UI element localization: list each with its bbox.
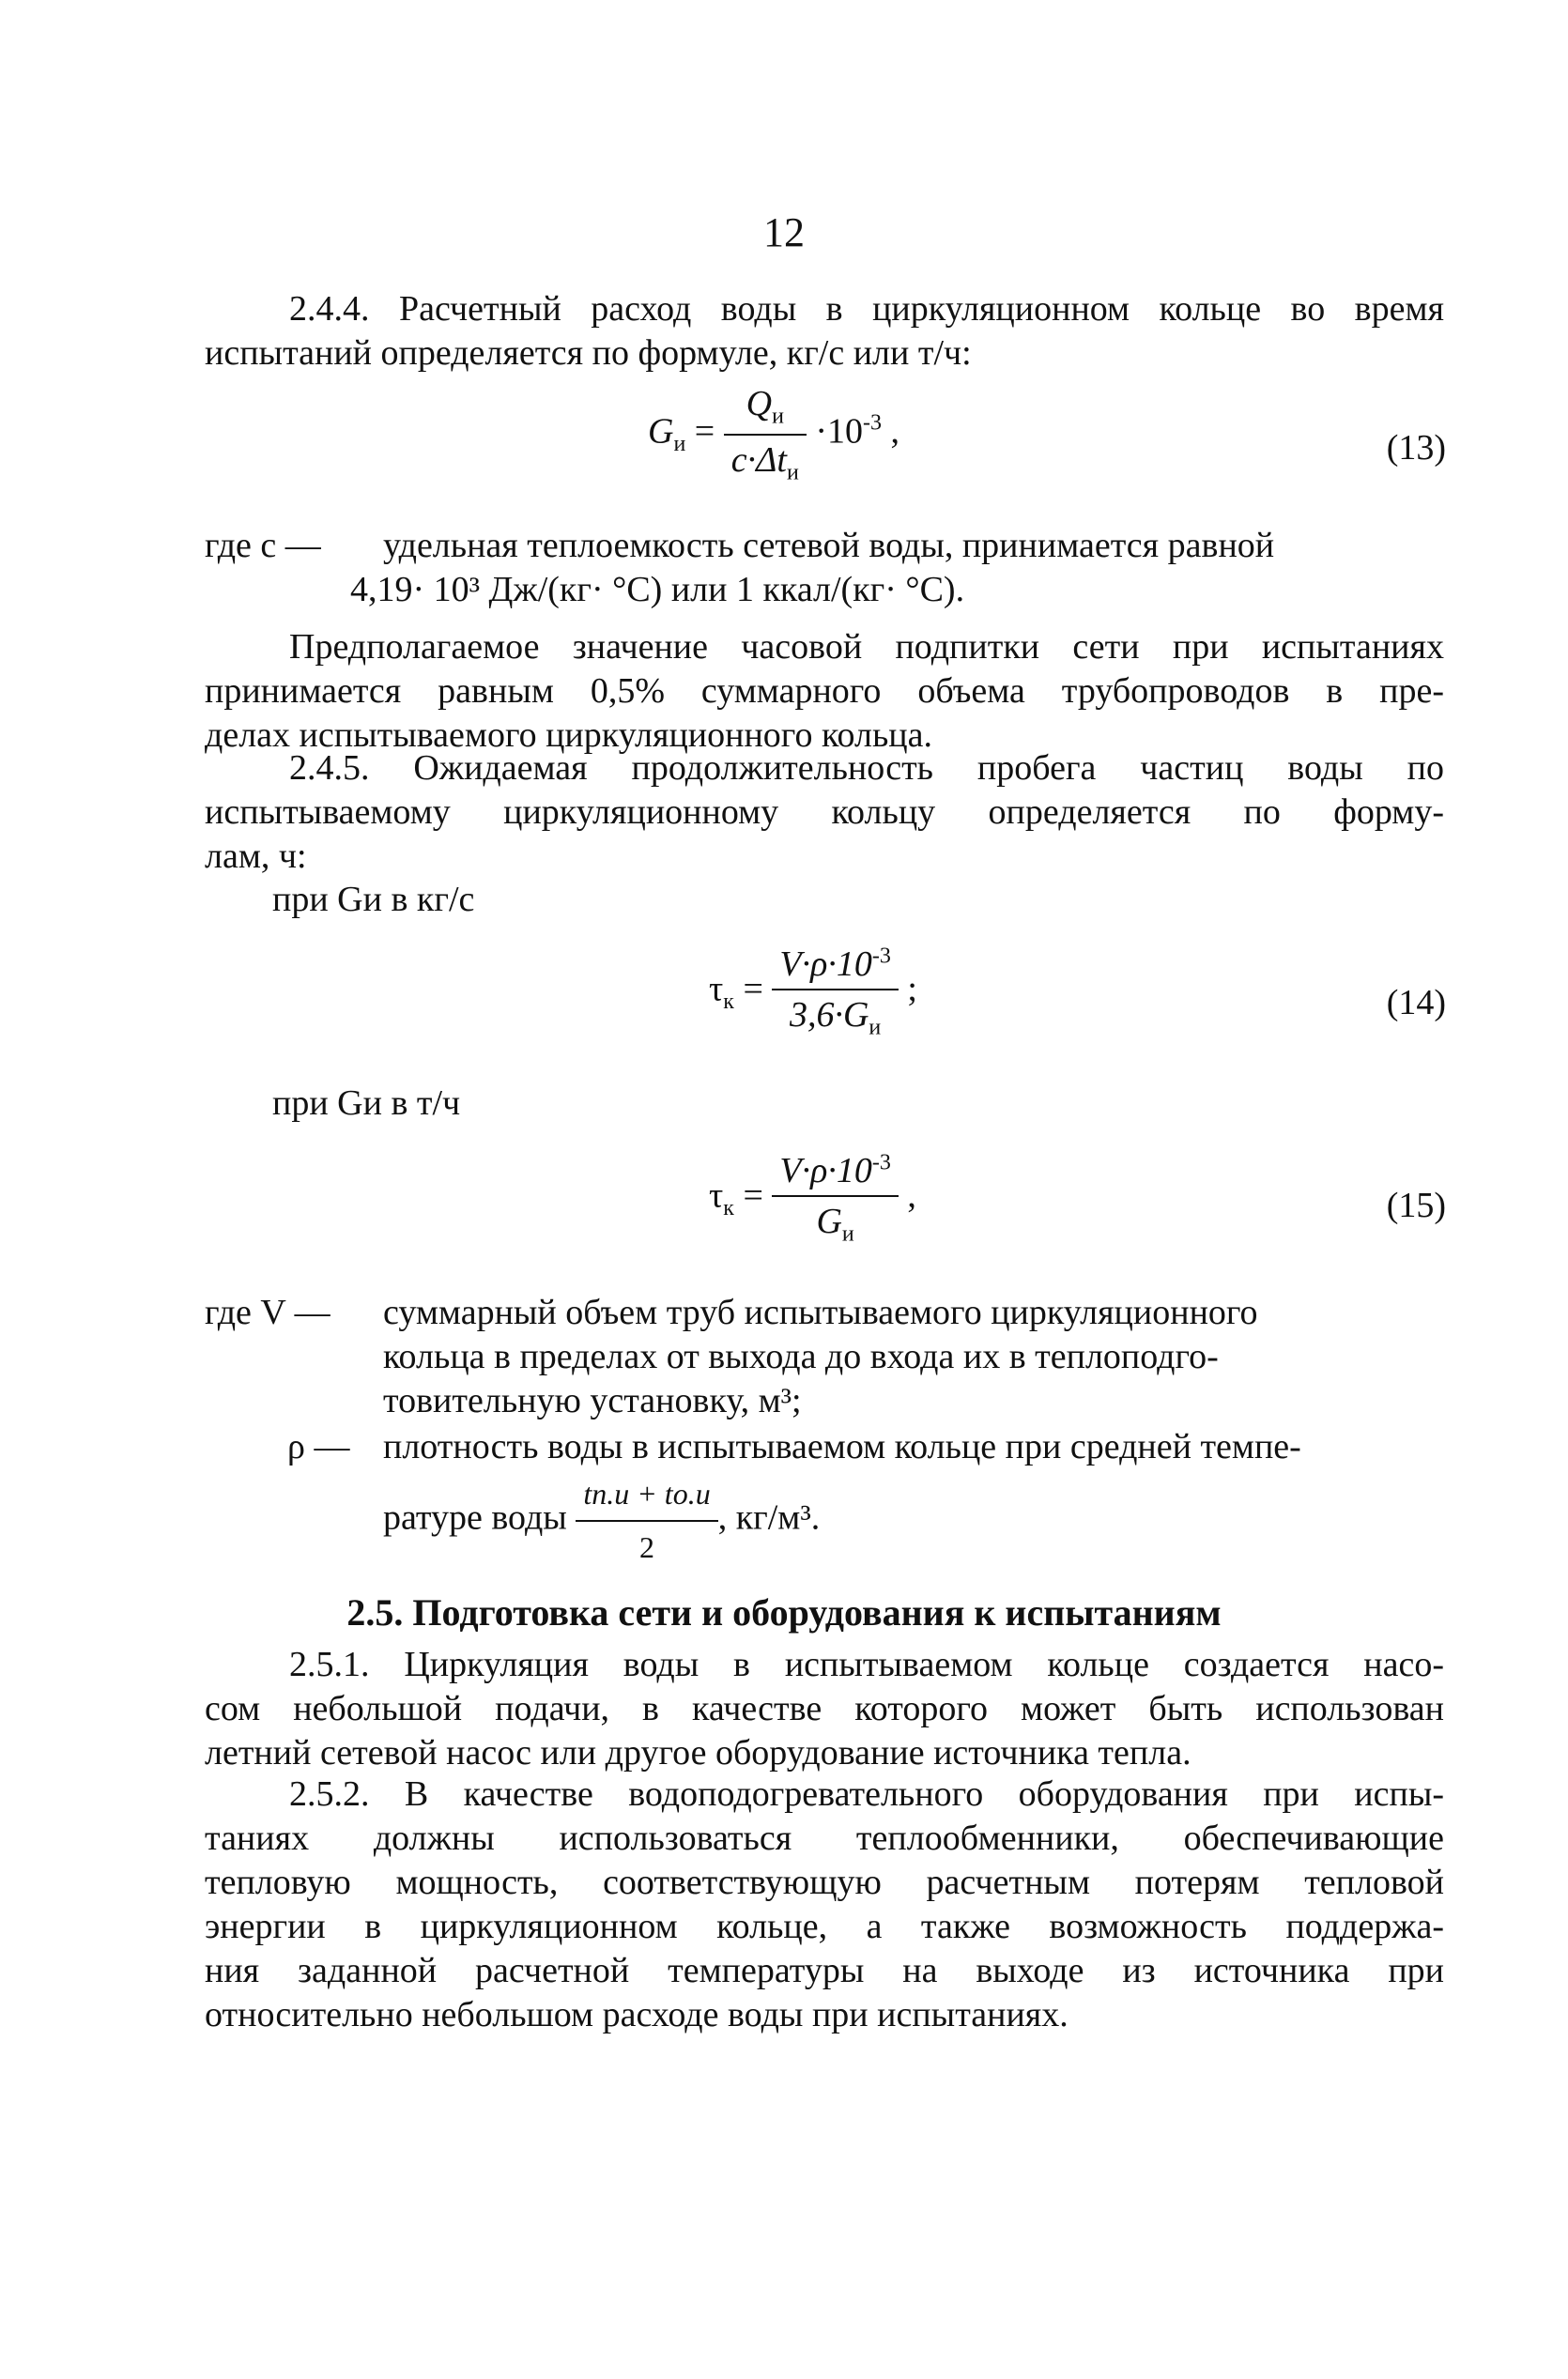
paragraph-line: испытаний определяется по формуле, кг/с или т/ч: xyxy=(205,333,972,373)
definition-text: удельная теплоемкость сетевой воды, принимается равной xyxy=(383,526,1275,565)
formula-numerator: V·ρ·10 xyxy=(779,944,872,984)
paragraph-line: относительно небольшом расходе воды при испытаниях. xyxy=(205,1995,1068,2034)
definition-text-prefix: ратуре воды xyxy=(383,1497,567,1538)
formula-numerator: Q xyxy=(746,384,773,423)
paragraph-line: таниях должны использоваться теплообменники, обеспечивающие xyxy=(205,1819,1444,1858)
formula-fraction xyxy=(772,944,898,1041)
paragraph-line: тепловую мощность, соответствующую расчетным потерям тепловой xyxy=(205,1863,1444,1902)
definition-text-suffix: , кг/м³. xyxy=(717,1497,821,1538)
definition-text-line2 xyxy=(383,1472,820,1570)
definition-text: кольца в пределах от выхода до входа их в теплоподго- xyxy=(383,1337,1219,1376)
paragraph-line: 2.4.5. Ожидаемая продолжительность пробега частиц воды по xyxy=(289,748,1444,788)
formula-denominator-sub: и xyxy=(786,460,799,485)
formula-trail: , xyxy=(907,1175,916,1216)
case-text: при Gи в кг/с xyxy=(272,880,475,919)
definition-text: суммарный объем труб испытываемого циркуляционного xyxy=(383,1293,1258,1332)
paragraph-line: энергии в циркуляционном кольце, а также возможность поддержа- xyxy=(205,1907,1444,1946)
paragraph-line: 2.4.4. Расчетный расход воды в циркуляционном кольце во время xyxy=(289,289,1444,329)
paragraph-2-5-1 xyxy=(205,1643,1444,1775)
equation-number-13: (13) xyxy=(1386,428,1446,468)
formula-lhs-sub: к xyxy=(723,1196,734,1221)
paragraph-line: принимается равным 0,5% суммарного объема трубопроводов в пре- xyxy=(205,671,1444,711)
formula-lhs: G xyxy=(648,411,674,452)
formula-exponent: -3 xyxy=(862,410,882,436)
definition-label: где V — xyxy=(205,1293,331,1332)
formula-denominator: G xyxy=(816,1202,842,1241)
case-t-h xyxy=(272,1082,1023,1126)
paragraph-line: сом небольшой подачи, в качестве которого может быть использован xyxy=(205,1689,1444,1728)
formula-14 xyxy=(709,944,917,1041)
temperature-fraction xyxy=(576,1472,717,1570)
paragraph-line: летний сетевой насос или другое оборудование источника тепла. xyxy=(205,1733,1191,1773)
equals-sign: = xyxy=(694,411,724,452)
definition-text: плотность воды в испытываемом кольце при средней темпе- xyxy=(383,1427,1301,1466)
equation-number-14: (14) xyxy=(1386,983,1446,1022)
section-heading-2-5: 2.5. Подготовка сети и оборудования к испытаниям xyxy=(346,1591,1222,1634)
formula-lhs: τ xyxy=(709,969,724,1009)
definition-text: 4,19· 10³ Дж/(кг· °С) или 1 ккал/(кг· °С). xyxy=(350,570,965,609)
formula-denominator-sub: и xyxy=(869,1015,882,1040)
paragraph-line: испытываемому циркуляционному кольцу определяется по форму- xyxy=(205,792,1444,832)
case-text: при Gи в т/ч xyxy=(272,1083,461,1123)
paragraph-line: лам, ч: xyxy=(205,836,307,876)
formula-numerator-sub: и xyxy=(772,404,784,429)
paragraph-2-4-5 xyxy=(205,746,1444,879)
formula-fraction xyxy=(724,383,807,485)
equation-number-15: (15) xyxy=(1386,1186,1446,1225)
formula-denominator: c·Δt xyxy=(730,439,787,480)
paragraph-line: делах испытываемого циркуляционного кольца. xyxy=(205,715,932,755)
equals-sign: = xyxy=(743,1175,773,1216)
formula-lhs: τ xyxy=(709,1175,724,1216)
definition-label: ρ — xyxy=(287,1427,350,1466)
formula-15 xyxy=(709,1150,916,1248)
fraction-denominator: 2 xyxy=(639,1530,654,1564)
page-number: 12 xyxy=(763,209,805,255)
paragraph-line: 2.5.1. Циркуляция воды в испытываемом кольце создается насо- xyxy=(289,1645,1444,1684)
definition-c xyxy=(205,524,1444,618)
formula-lhs-sub: и xyxy=(673,431,686,456)
equals-sign: = xyxy=(743,969,773,1009)
formula-denominator-sub: и xyxy=(841,1221,854,1247)
definition-v xyxy=(205,1291,1444,1432)
formula-numerator: V·ρ·10 xyxy=(779,1151,872,1190)
definition-label: где c — xyxy=(205,526,321,565)
paragraph-line: Предполагаемое значение часовой подпитки сети при испытаниях xyxy=(289,627,1444,667)
paragraph-2-5-2 xyxy=(205,1773,1444,2037)
fraction-numerator: tп.и + tо.и xyxy=(583,1477,711,1511)
paragraph-line: ния заданной расчетной температуры на выходе из источника при xyxy=(205,1951,1444,1990)
formula-numerator-exp: -3 xyxy=(871,1150,891,1175)
formula-lhs-sub: к xyxy=(723,990,734,1015)
formula-trail: , xyxy=(890,411,899,452)
formula-numerator-exp: -3 xyxy=(871,944,891,969)
formula-multiplier: ·10 xyxy=(815,411,863,452)
formula-trail: ; xyxy=(907,969,917,1009)
paragraph-2-4-4 xyxy=(205,287,1444,376)
formula-denominator: 3,6·G xyxy=(789,995,869,1035)
paragraph-podpitka xyxy=(205,625,1444,758)
definition-rho xyxy=(205,1425,1444,1566)
definition-text: товительную установку, м³; xyxy=(383,1381,802,1420)
paragraph-line: 2.5.2. В качестве водоподогревательного оборудования при испы- xyxy=(289,1774,1444,1814)
formula-fraction xyxy=(772,1150,898,1248)
case-kg-s xyxy=(272,878,1023,922)
formula-13 xyxy=(648,383,899,485)
